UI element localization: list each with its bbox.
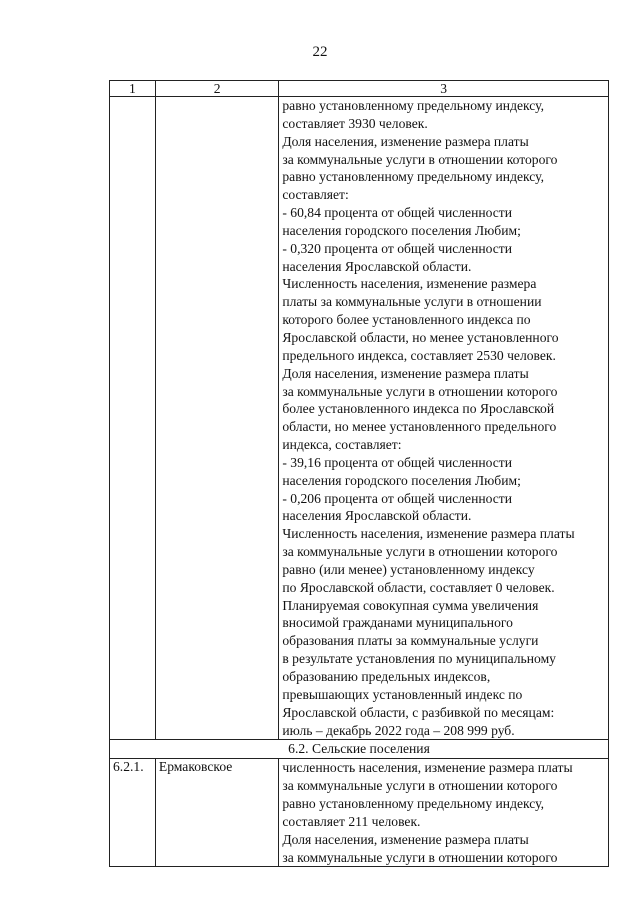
text-line: населения городского поселения Любим; xyxy=(282,222,521,238)
row2-settlement-name: Ермаковское xyxy=(155,759,278,867)
text-line: которого более установленного индекса по xyxy=(282,312,531,328)
text-line: равно установленному предельному индексу, xyxy=(282,98,544,113)
text-line: по Ярославской области, составляет 0 человек. xyxy=(282,579,555,595)
text-line: образования платы за коммунальные услуги xyxy=(282,633,539,649)
section-title: 6.2. Сельские поселения xyxy=(110,740,609,759)
text-line: Доля населения, изменение размера платы xyxy=(282,831,529,847)
text-line: платы за коммунальные услуги в отношении xyxy=(282,294,542,310)
text-line: - 39,16 процента от общей численности xyxy=(282,454,512,470)
text-line: за коммунальные услуги в отношении которого xyxy=(282,778,558,794)
header-col-3: 3 xyxy=(279,81,609,97)
section-row xyxy=(110,740,609,759)
text-line: Ярославской области, но менее установленного xyxy=(282,329,559,345)
text-line: Доля населения, изменение размера платы xyxy=(282,365,529,381)
text-line: равно установленному предельному индексу, xyxy=(282,169,544,185)
row2-description xyxy=(279,759,609,867)
text-line: - 60,84 процента от общей численности xyxy=(282,205,512,221)
header-col-1: 1 xyxy=(110,81,156,97)
table-row-continuation xyxy=(110,97,609,740)
text-line: более установленного индекса по Ярославской xyxy=(282,401,555,417)
header-col-2: 2 xyxy=(155,81,278,97)
table-row-6-2-1 xyxy=(110,759,609,867)
text-line: равно установленному предельному индексу, xyxy=(282,796,544,812)
text-line: вносимой гражданами муниципального xyxy=(282,615,513,631)
row1-col1 xyxy=(110,97,156,740)
text-line: Доля населения, изменение размера платы xyxy=(282,133,529,149)
text-line: за коммунальные услуги в отношении которого xyxy=(282,151,558,167)
row1-col2 xyxy=(155,97,278,740)
text-line: Численность населения, изменение размера платы xyxy=(282,526,575,542)
text-line: предельного индекса, составляет 2530 человек. xyxy=(282,347,556,363)
text-line: составляет 3930 человек. xyxy=(282,115,428,131)
text-line: за коммунальные услуги в отношении которого xyxy=(282,383,558,399)
text-line: - 0,320 процента от общей численности xyxy=(282,240,512,256)
data-table xyxy=(109,80,609,867)
text-line: - 0,206 процента от общей численности xyxy=(282,490,512,506)
text-line: за коммунальные услуги в отношении которого xyxy=(282,849,558,865)
text-line: превышающих установленный индекс по xyxy=(282,686,523,702)
text-line: составляет 211 человек. xyxy=(282,813,421,829)
text-line: Численность населения, изменение размера xyxy=(282,276,537,292)
text-line: численность населения, изменение размера платы xyxy=(282,760,573,776)
text-line: области, но менее установленного предельного xyxy=(282,419,557,435)
row1-description xyxy=(279,97,609,740)
text-line: равно (или менее) установленному индексу xyxy=(282,561,535,577)
page-number: 22 xyxy=(312,44,328,60)
text-line: Планируемая совокупная сумма увеличения xyxy=(282,597,539,613)
text-line: составляет: xyxy=(282,187,349,203)
text-line: населения городского поселения Любим; xyxy=(282,472,521,488)
text-line: населения Ярославской области. xyxy=(282,258,472,274)
text-line: июль – декабрь 2022 года – 208 999 руб. xyxy=(282,722,515,738)
text-line: Ярославской области, с разбивкой по месяцам: xyxy=(282,704,555,720)
text-line: в результате установления по муниципальному xyxy=(282,651,556,667)
text-line: за коммунальные услуги в отношении которого xyxy=(282,544,558,560)
text-line: индекса, составляет: xyxy=(282,437,402,453)
row2-number: 6.2.1. xyxy=(110,759,156,867)
text-line: населения Ярославской области. xyxy=(282,508,472,524)
header-row xyxy=(110,81,609,97)
text-line: образованию предельных индексов, xyxy=(282,669,491,684)
